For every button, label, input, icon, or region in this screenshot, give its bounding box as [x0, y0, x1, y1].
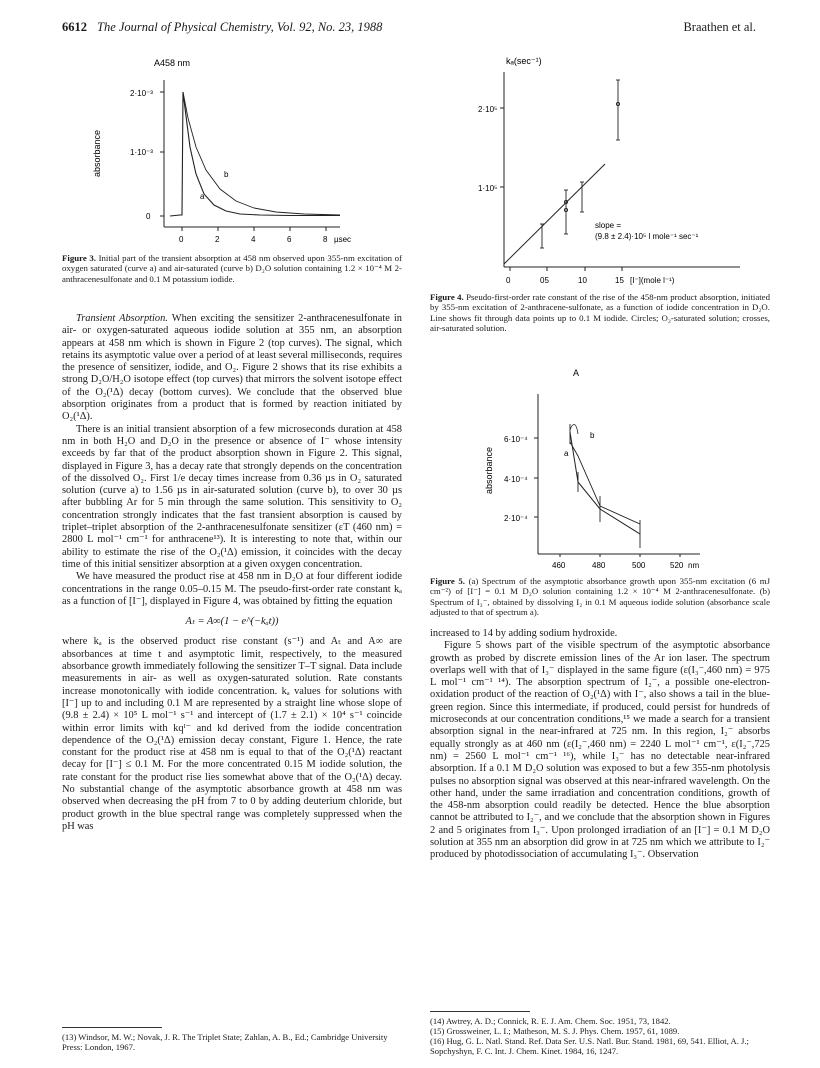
rise-equation: Aₜ = A∞(1 − e^(−kₐt)): [185, 616, 279, 628]
paragraph: increased to 14 by adding sodium hydroxide.: [430, 628, 618, 639]
fig4-xunit: [I⁻](mole l⁻¹): [630, 276, 675, 285]
fig3-y-label: absorbance: [92, 129, 102, 177]
right-column-body: [430, 628, 770, 862]
fig3-ytick: 1·10⁻³: [130, 148, 153, 157]
fig5-xtick: 500: [632, 561, 646, 570]
fig3-xunit: µsec: [334, 235, 352, 244]
fig3-xtick: 0: [179, 235, 184, 244]
footnote-rule: [430, 1011, 530, 1012]
fig5-xunit: nm: [688, 561, 700, 570]
fig3-curve-a-label: a: [200, 192, 205, 201]
fig5-ytick: 2·10⁻⁴: [504, 514, 528, 523]
footnote-13: (13) Windsor, M. W.; Novak, J. R. The Triplet State; Zahlan, A. B., Ed.; Cambridge University Press: London, 1967.: [62, 1032, 388, 1052]
fig3-xtick: 2: [215, 235, 220, 244]
fig4-xtick: 0: [506, 276, 511, 285]
fig5-curve-a: [570, 432, 640, 534]
fig5-curve-a-label: a: [564, 449, 569, 458]
fig5-xtick: 460: [552, 561, 566, 570]
fig5-ytick: 6·10⁻⁴: [504, 435, 528, 444]
footnote-15: (15) Grossweiner, L. I.; Matheson, M. S. J. Phys. Chem. 1957, 61, 1089.: [430, 1026, 680, 1036]
figure-5-caption: Figure 5. (a) Spectrum of the asymptotic absorbance growth upon 355-nm excitation (6 mJ cm⁻²) of [I⁻] = 0.1 M D₂O solution containing 1.2 × 10⁻⁴ M 2-anthracenesulfonate. (b) Spectrum of I₃⁻, obtained by dissolving I₂ in 0.1 M aqueous iodide solution (absorbance scale adjusted to that of spectrum a).: [430, 576, 770, 617]
paragraph: We have measured the product rise at 458 nm in D₂O at four different iodide concentrations in the range 0.05–0.15 M. The pseudo-first-order rate constant kₐ as a function of [I⁻], displayed in Figure 4, was obtained by fitting the equation: [62, 571, 402, 607]
footnote-16: (16) Hug, G. L. Natl. Stand. Ref. Data Ser. U.S. Natl. Bur. Stand. 1981, 69, 541. Elliot, A. J.; Sopchyshyn, F. C. Int. J. Chem. Kinet. 1984, 16, 1247.: [430, 1036, 749, 1056]
paragraph: Transient Absorption. When exciting the sensitizer 2-anthracenesulfonate in air- or oxygen-saturated aqueous iodide solution at 355 nm, an absorption appears at 458 nm which is shown in Figure 2 (top curves). The signal, which retains its asymptotic value over a period of at least several milliseconds, requires the presence of sensitizer, iodide, and O₂. Figure 2 shows that its rise exhibits a strong D₂O/H₂O isotope effect (top curves) that mirrors the solvent isotope effect of the O₂(¹Δ) decay (bottom curves). We conclude that the observed blue absorption originates from a product that is formed by reaction initiated by O₂(¹Δ).: [62, 313, 402, 423]
fig4-ytick: 1·10⁵: [478, 184, 498, 193]
fig3-ytick: 2·10⁻³: [130, 89, 153, 98]
figure-5-plot: [480, 364, 750, 574]
fig4-y-title: kₐ(sec⁻¹): [506, 56, 542, 66]
fig5-xtick: 520: [670, 561, 684, 570]
fig4-slope-value: (9.8 ± 2.4)·10⁵ l mole⁻¹ sec⁻¹: [595, 232, 699, 241]
fig5-y-title: A: [573, 368, 580, 378]
running-header: [62, 20, 756, 40]
paragraph: There is an initial transient absorption of a few microseconds duration at 458 nm in both H₂O and D₂O in the presence or absence of I⁻ whose intensity exceeds by far that of the product absorption shown in Figure 2. This signal, displayed in Figure 3, has a decay rate that strongly depends on the concentration of the dissolved O₂. First 1/e decay times increase from 0.36 µs in O₂ saturated solution (curve a) to 1.56 µs in air-saturated solution (curve b), to over 30 µs after bubbling Ar for 5 min through the same solution. This sensitivity to O₂ concentration strongly indicates that the fast transient absorption is caused by triplet–triplet absorption of the 2-anthracenesulfonate sensitizer (εT (460 nm) = 2800 L mol⁻¹ cm⁻¹ for anthracene¹³). It is interesting to note that, within our ability to estimate the rise of the O₂(¹Δ) emission, it coincides with the decay time of this initial sensitizer absorption at a given oxygen concentration.: [62, 423, 402, 570]
fig3-ytick: 0: [146, 212, 151, 221]
fig4-xtick: 10: [578, 276, 587, 285]
figure-3-plot: [90, 52, 390, 250]
fig3-xtick: 8: [323, 235, 328, 244]
left-column-body: [62, 313, 402, 833]
footnotes-right: [430, 1016, 770, 1056]
footnote-14: (14) Awtrey, A. D.; Connick, R. E. J. Am. Chem. Soc. 1951, 73, 1842.: [430, 1016, 671, 1026]
author-line: Braathen et al.: [683, 20, 756, 34]
fig3-curve-b-label: b: [224, 170, 229, 179]
figure-4-caption: Figure 4. Pseudo-first-order rate constant of the rise of the 458-nm product absorption, initiated by 355-nm excitation of 2-anthracene-sulfonate, as a function of iodide concentration in D₂O. Line shows fit through data points up to 0.1 M iodide. Circles; O₂-saturated solution; crosses, air-saturated solution.: [430, 292, 770, 333]
figure-4-plot: [470, 52, 770, 292]
fig4-xtick: 15: [615, 276, 624, 285]
fig3-xtick: 6: [287, 235, 292, 244]
journal-citation: The Journal of Physical Chemistry, Vol. 92, No. 23, 1988: [97, 20, 383, 34]
fig3-xtick: 4: [251, 235, 256, 244]
footnote-rule: [62, 1027, 162, 1028]
paragraph: Figure 5 shows part of the visible spectrum of the asymptotic absorbance growth as probed by discrete emission lines of the Ar ion laser. The spectrum overlaps well with that of I₃⁻ displayed in the same figure (ε(I₃⁻,460 nm) = 975 L mol⁻¹ cm⁻¹ ¹⁴). The absorption spectrum of I₂⁻, a possible one-electron-oxidation product of the reaction of O₂(¹Δ) with I⁻, also shows a tail in the blue-green region. Since this intermediate, if produced, could persist for hundreds of microseconds at our concentration conditions,¹⁵ we made a search for a transient absorption signal in the near-infrared at 725 nm. In this region, I₂⁻ absorbs equally strongly as at 460 nm (ε(I₂⁻,460 nm) = 2240 L mol⁻¹ cm⁻¹, ε(I₂⁻,725 nm) = 2560 L mol⁻¹ cm⁻¹ ¹⁶), while I₃⁻ has no detectable near-infrared absorption. If a 0.1 M D₂O solution was exposed to but a few 355-nm photolysis pulses no absorption signal was observed at this near-infrared wavelength. On the other hand, under the same irradiation and concentration conditions, growth of the 458-nm absorption could readily be detected. Hence the blue absorption cannot be attributed to I₂⁻, and we conclude that the absorption shown in Figures 2 and 5 originates from I₃⁻. Upon prolonged irradiation of an [I⁻] = 0.1 M D₂O solution at 355 nm an absorption did grow in at 725 nm which we attribute to I₂⁻ produced by photodissociation of accumulating I₃⁻. Observation: [430, 640, 770, 861]
fig4-slope-label: slope =: [595, 221, 622, 230]
fig4-fit-line: [504, 164, 605, 264]
fig5-error-bars: [570, 424, 640, 548]
fig5-xtick: 480: [592, 561, 606, 570]
fig4-ytick: 2·10⁵: [478, 105, 498, 114]
fig5-y-label: absorbance: [484, 446, 494, 494]
figure-3-caption: Figure 3. Initial part of the transient absorption at 458 nm observed upon 355-nm excitation of oxygen saturated (curve a) and air-saturated (curve b) D₂O solution containing 1.2 × 10⁻⁴ M 2-anthracenesulfonate and 0.1 M potassium iodide.: [62, 253, 402, 284]
page-number: 6612: [62, 20, 87, 34]
fig5-curve-b-label: b: [590, 431, 595, 440]
paragraph: where kₐ is the observed product rise constant (s⁻¹) and Aₜ and A∞ are absorbances at time t and asymptotic limit, respectively, to the measured absorbance growth immediately following the sensitizer T–T signal. Data include measurements in air- as well as oxygen-saturated solution. Rate constants increase monotonically with iodide concentration. kₐ values for solutions with [I⁻] up to and including 0.1 M are represented by a straight line whose slope of (9.8 ± 2.4) × 10⁵ L mol⁻¹ s⁻¹ and intercept of (1.7 ± 2.1) × 10⁴ s⁻¹ coincide within error limits with kqᴵ⁻ and kd derived from the iodide concentration dependence of the O₂(¹Δ) emission decay constant, Figure 1. Hence, the rate constant for the product rise at 458 nm is equal to that of the O₂(¹Δ) reactant decay for [I⁻] ≤ 0.1 M. For the more concentrated 0.15 M iodide solution, the rate constant for the product rise lies somewhat above that of the O₂(¹Δ) decay. No substantial change of the asymptotic absorbance growth at 458 nm was observed when decreasing the pH from 7 to 0 by adding deuterium chloride, but product growth in the blue spectral range was completely suppressed when the pH was: [62, 636, 402, 832]
fig3-curve-a: [170, 92, 340, 216]
fig5-ytick: 4·10⁻⁴: [504, 475, 528, 484]
fig4-xtick: 05: [540, 276, 549, 285]
fig3-y-title: A458 nm: [154, 58, 191, 68]
